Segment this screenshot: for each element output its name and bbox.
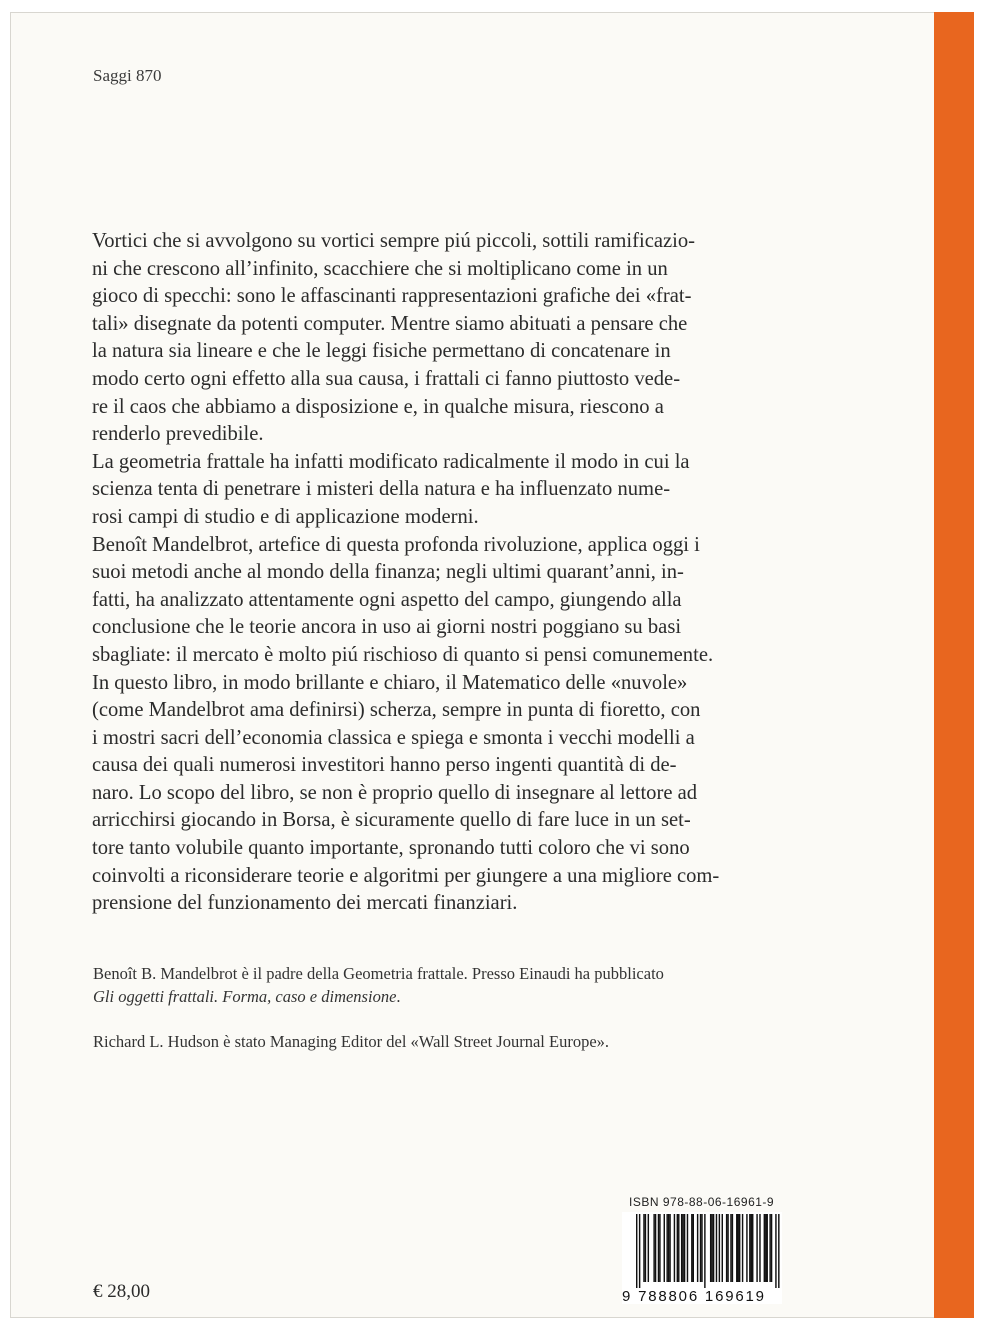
- barcode-bar: [681, 1214, 682, 1282]
- author-bio-line: Benoît B. Mandelbrot è il padre della Geometria frattale. Presso Einaudi ha pubblicato: [93, 964, 664, 983]
- barcode-bar: [759, 1214, 760, 1282]
- barcode-bar: [713, 1214, 714, 1282]
- barcode-bar: [697, 1214, 698, 1282]
- barcode-bar: [701, 1214, 702, 1282]
- barcode-bar: [746, 1214, 747, 1282]
- barcode-bar: [738, 1214, 739, 1282]
- blurb-line: causa dei quali numerosi investitori hanno perso ingenti quantità di de-: [92, 754, 677, 777]
- barcode-bar: [767, 1214, 768, 1282]
- blurb-line: sbagliate: il mercato è molto piú rischioso di quanto si pensi comunemente.: [92, 643, 714, 666]
- barcode-bar: [677, 1214, 678, 1282]
- series-label: Saggi 870: [93, 66, 162, 85]
- author-bio-line: [93, 985, 813, 1008]
- barcode-bar: [751, 1214, 752, 1282]
- barcode-bar: [655, 1214, 656, 1282]
- blurb-line: i mostri sacri dell’economia classica e spiega e smonta i vecchi modelli a: [92, 726, 695, 749]
- blurb-line: conclusione che le teorie ancora in uso ai giorni nostri poggiano su basi: [92, 616, 682, 639]
- blurb-line: la natura sia lineare e che le leggi fisiche permettano di concatenare in: [92, 340, 671, 363]
- barcode-bar: [664, 1214, 665, 1282]
- barcode-bar: [674, 1214, 675, 1282]
- blurb-line: (come Mandelbrot ama definirsi) scherza, sempre in punta di fioretto, con: [92, 699, 701, 722]
- barcode: [622, 1212, 782, 1304]
- barcode-bar: [716, 1214, 717, 1282]
- barcode-bar: [736, 1214, 737, 1282]
- blurb-text: [92, 228, 806, 918]
- blurb-line: prensione del funzionamento dei mercati finanziari.: [92, 892, 518, 915]
- barcode-bar: [666, 1214, 667, 1282]
- barcode-bar: [732, 1214, 733, 1282]
- blurb-line: tore tanto volubile quanto importante, spronando tutti coloro che vi sono: [92, 837, 690, 860]
- blurb-line: In questo libro, in modo brillante e chiaro, il Matematico delle «nuvole»: [92, 671, 688, 694]
- barcode-bar: [648, 1214, 649, 1282]
- barcode-bar: [752, 1214, 753, 1282]
- barcode-bar: [658, 1214, 659, 1282]
- barcode-bar: [739, 1214, 740, 1282]
- barcode-bar: [669, 1214, 670, 1282]
- barcode-bar: [700, 1214, 701, 1282]
- blurb-line: gioco di specchi: sono le affascinanti rappresentazioni grafiche dei «frat-: [92, 285, 692, 308]
- barcode-bar: [687, 1214, 688, 1282]
- barcode-bar: [693, 1214, 694, 1282]
- blurb-line: La geometria frattale ha infatti modificato radicalmente il modo in cui la: [92, 450, 690, 473]
- barcode-bar: [710, 1214, 711, 1282]
- blurb-line: suoi metodi anche al mondo della finanza; negli ultimi quarant’anni, in-: [92, 561, 684, 584]
- barcode-bar: [778, 1214, 779, 1288]
- barcode-bar: [765, 1214, 766, 1282]
- blurb-line: Vortici che si avvolgono su vortici sempre piú piccoli, sottili ramificazio-: [92, 230, 695, 252]
- barcode-bar: [639, 1214, 640, 1288]
- barcode-bar: [684, 1214, 685, 1282]
- isbn-label: ISBN 978-88-06-16961-9: [629, 1195, 775, 1209]
- blurb-line: rosi campi di studio e di applicazione moderni.: [92, 505, 479, 528]
- barcode-bar: [726, 1214, 727, 1282]
- author-bio-mandelbrot: [93, 962, 813, 1008]
- barcode-digits: 9 788806 169619: [622, 1288, 766, 1305]
- barcode-bar: [719, 1214, 720, 1282]
- blurb-line: arricchirsi giocando in Borsa, è sicuramente quello di fare luce in un set-: [92, 809, 691, 832]
- barcode-bar: [653, 1214, 654, 1282]
- barcode-bars: [622, 1212, 782, 1292]
- blurb-line: renderlo prevedibile.: [92, 423, 264, 446]
- blurb-line: coinvolti a riconsiderare teorie e algoritmi per giungere a una migliore com-: [92, 864, 720, 887]
- blurb-line: fatti, ha analizzato attentamente ogni aspetto del campo, giungendo alla: [92, 588, 682, 611]
- barcode-bar: [730, 1214, 731, 1282]
- barcode-bar: [711, 1214, 712, 1282]
- barcode-bar: [645, 1214, 646, 1282]
- barcode-bar: [659, 1214, 660, 1282]
- blurb-line: tali» disegnate da potenti computer. Mentre siamo abituati a pensare che: [92, 312, 688, 335]
- barcode-bar: [682, 1214, 683, 1282]
- blurb-line: Benoît Mandelbrot, artefice di questa profonda rivoluzione, applica oggi i: [92, 533, 700, 556]
- author-bio-hudson: Richard L. Hudson è stato Managing Editor del «Wall Street Journal Europe».: [93, 1032, 610, 1051]
- barcode-bar: [771, 1214, 772, 1282]
- barcode-bar: [769, 1214, 770, 1282]
- bio-period: .: [396, 987, 401, 1006]
- barcode-bar: [691, 1214, 692, 1282]
- barcode-bar: [727, 1214, 728, 1282]
- price: € 28,00: [93, 1281, 150, 1302]
- barcode-bar: [668, 1214, 669, 1282]
- barcode-bar: [756, 1214, 757, 1282]
- orange-spine-band: [934, 12, 974, 1318]
- blurb-line: modo certo ogni effetto alla sua causa, i frattali ci fanno piuttosto vede-: [92, 367, 681, 390]
- barcode-bar: [678, 1214, 679, 1282]
- blurb-line: naro. Lo scopo del libro, se non è proprio quello di insegnare al lettore ad: [92, 781, 698, 804]
- barcode-bar: [764, 1214, 765, 1282]
- barcode-bar: [775, 1214, 776, 1288]
- barcode-bar: [722, 1214, 723, 1282]
- blurb-line: scienza tenta di penetrare i misteri della natura e ha influenzato nume-: [92, 478, 671, 501]
- barcode-bar: [636, 1214, 637, 1288]
- barcode-bar: [643, 1214, 644, 1282]
- blurb-line: re il caos che abbiamo a disposizione e, in qualche misura, riescono a: [92, 395, 664, 418]
- barcode-bar: [704, 1214, 705, 1288]
- book-title-italic: Gli oggetti frattali. Forma, caso e dimensione: [93, 987, 397, 1006]
- barcode-bar: [742, 1214, 743, 1282]
- barcode-bar: [749, 1214, 750, 1282]
- blurb-line: ni che crescono all’infinito, scacchiere che si moltiplicano come in un: [92, 257, 668, 280]
